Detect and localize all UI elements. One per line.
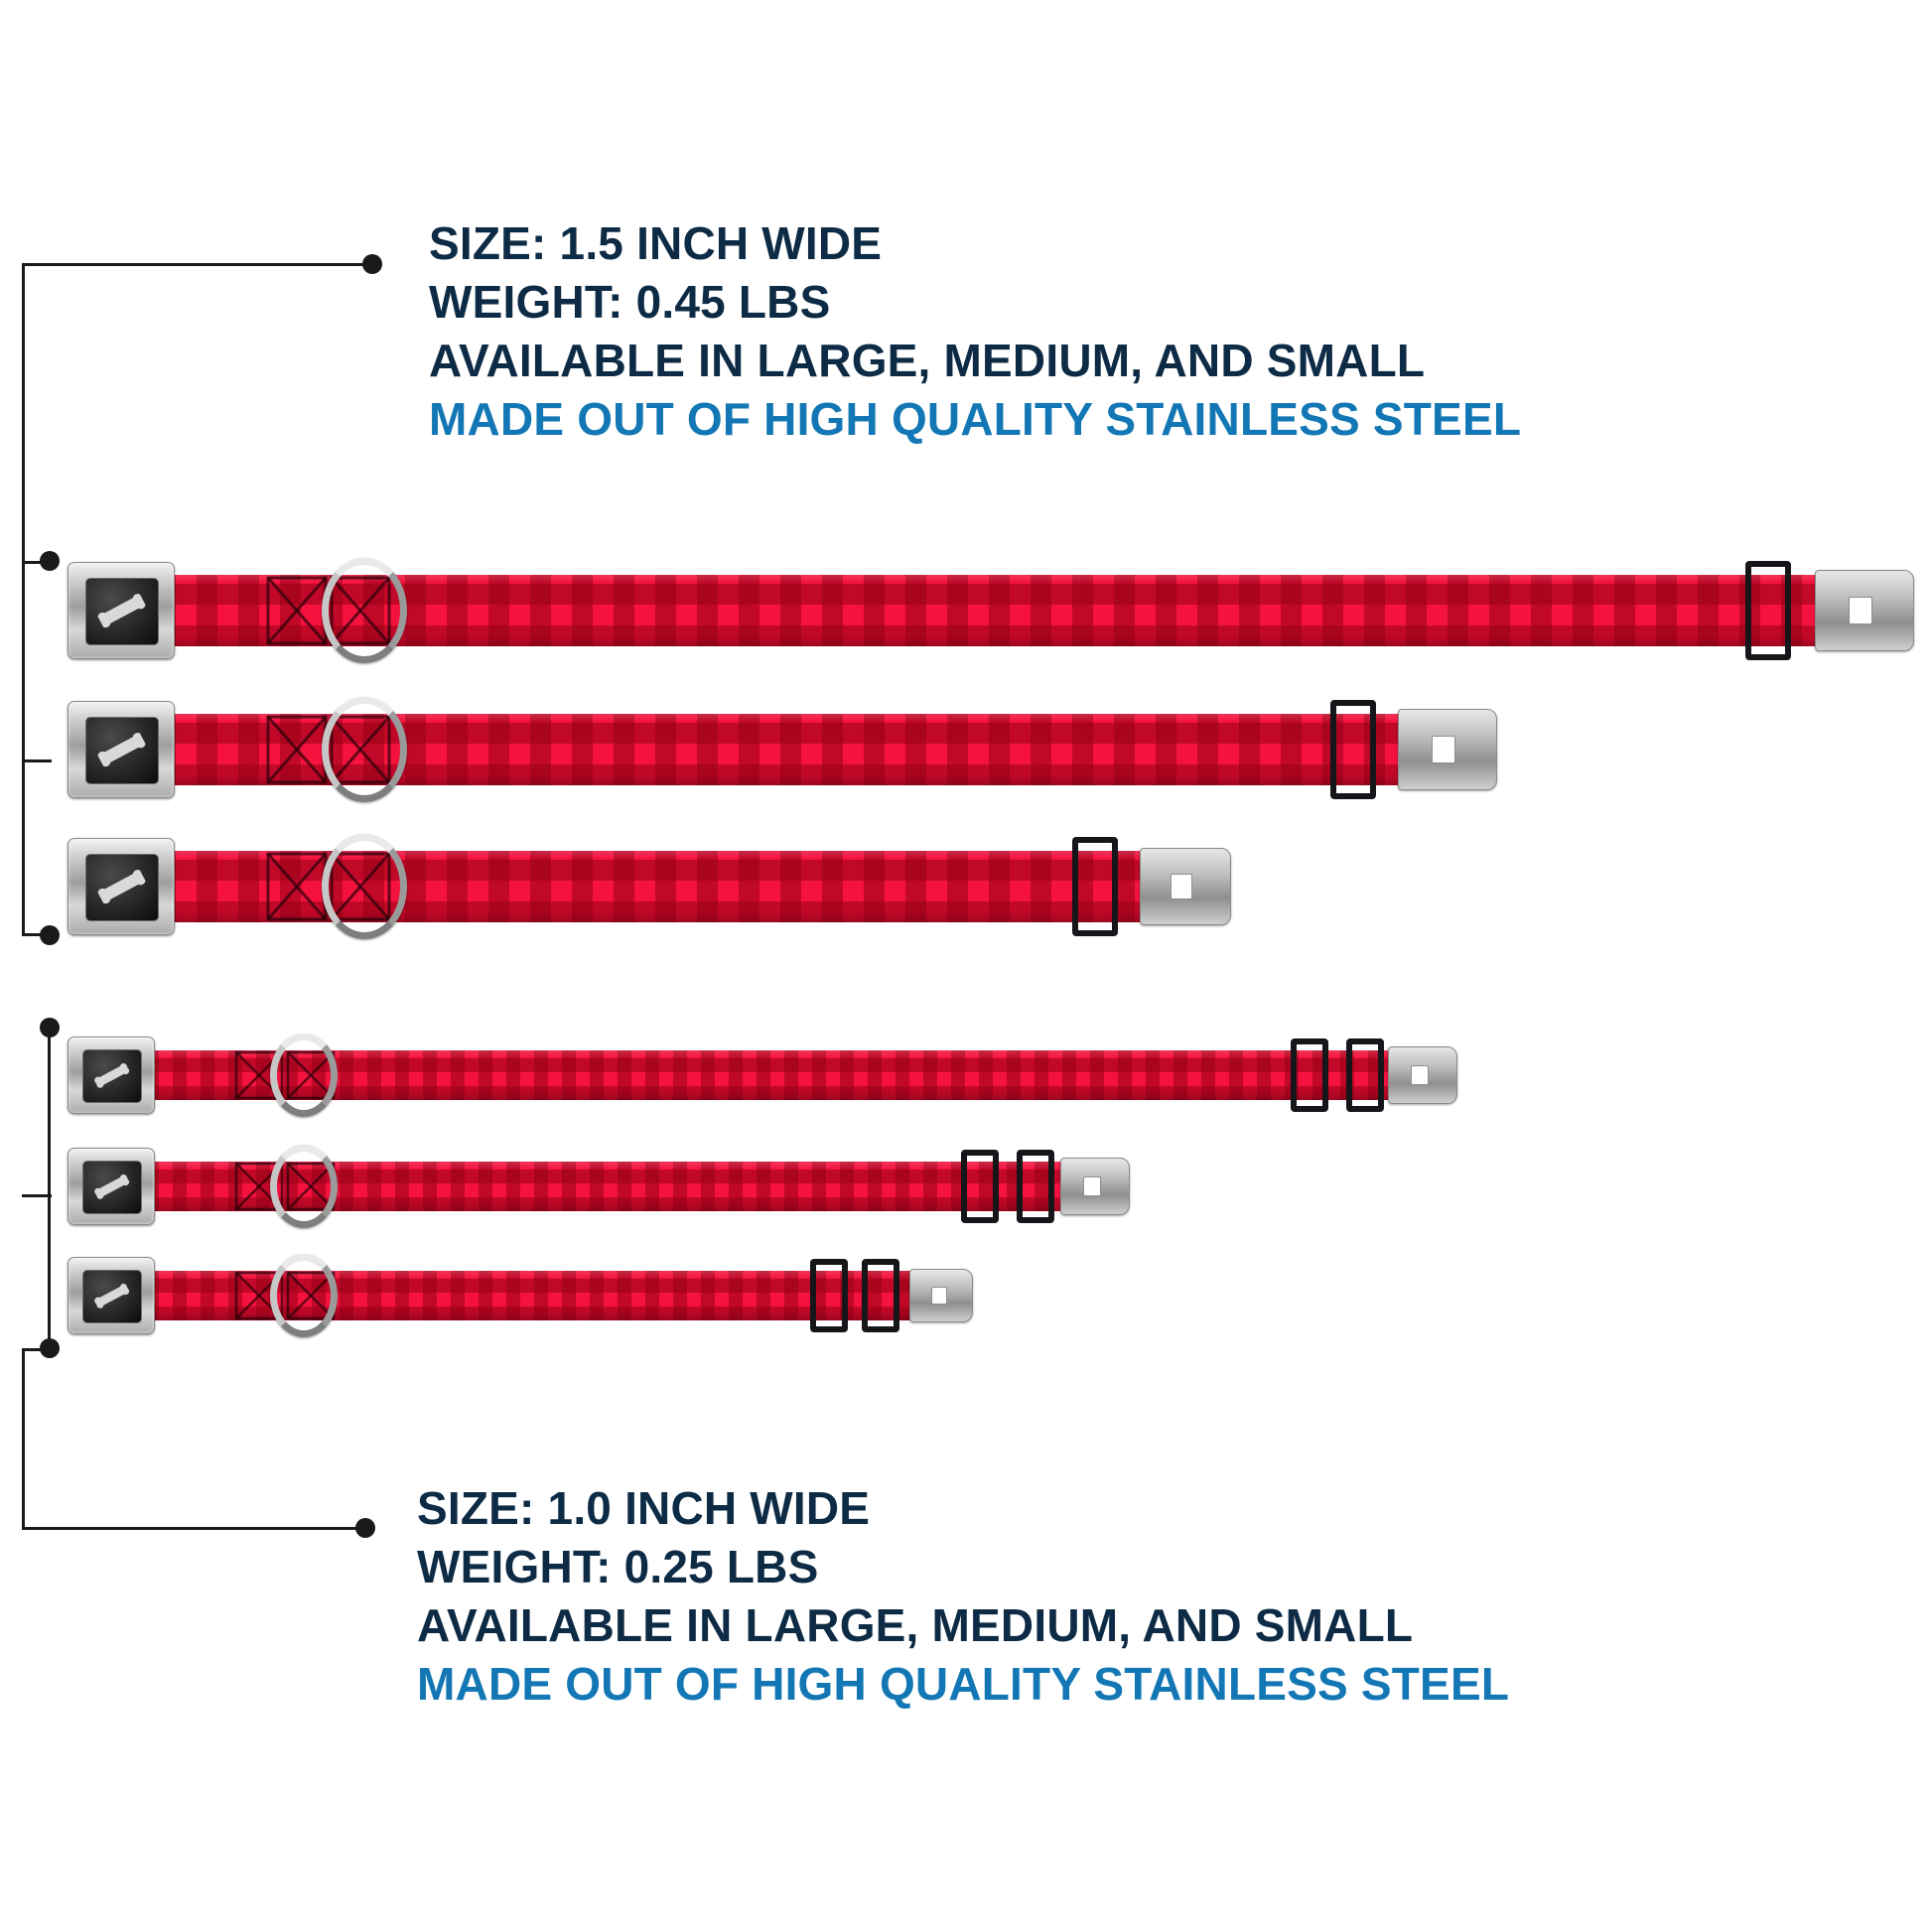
buckle-face: [82, 1049, 142, 1103]
spec-material-wide: MADE OUT OF HIGH QUALITY STAINLESS STEEL: [429, 392, 1522, 445]
seatbelt-buckle-icon[interactable]: [68, 701, 175, 798]
tongue-hole: [1432, 736, 1455, 763]
buckle-tongue-icon[interactable]: [1060, 1158, 1130, 1215]
leader-line-bottom-foot: [22, 1348, 52, 1351]
strap-slider-icon[interactable]: [1072, 837, 1118, 936]
leader-line-bottom-horizontal: [22, 1527, 371, 1530]
seatbelt-buckle-icon[interactable]: [68, 1036, 155, 1114]
spec-size-narrow: SIZE: 1.0 INCH WIDE: [417, 1482, 871, 1534]
tongue-hole: [1411, 1065, 1429, 1085]
d-ring-icon[interactable]: [322, 558, 407, 663]
spec-availability-narrow: AVAILABLE IN LARGE, MEDIUM, AND SMALL: [417, 1598, 1414, 1651]
leader-line-top-branch-bottom: [22, 759, 52, 762]
leader-line-top-vertical-lower: [22, 561, 25, 935]
dog-bone-icon: [92, 1172, 131, 1202]
dog-bone-icon: [96, 867, 149, 908]
seatbelt-buckle-icon[interactable]: [68, 838, 175, 935]
buckle-tongue-icon[interactable]: [1388, 1046, 1457, 1104]
strap-slider-icon-secondary[interactable]: [862, 1259, 899, 1332]
leader-dot-bottom-right: [355, 1518, 375, 1538]
spec-material-narrow: MADE OUT OF HIGH QUALITY STAINLESS STEEL: [417, 1657, 1510, 1710]
strap-slider-icon-secondary[interactable]: [1017, 1150, 1054, 1223]
seatbelt-buckle-icon[interactable]: [68, 1148, 155, 1225]
d-ring-icon[interactable]: [270, 1034, 338, 1117]
strap-slider-icon[interactable]: [1330, 700, 1376, 799]
leader-line-bottom-vertical-upper: [48, 1028, 51, 1355]
seatbelt-buckle-icon[interactable]: [68, 1257, 155, 1334]
buckle-tongue-icon[interactable]: [909, 1269, 973, 1322]
buckle-tongue-icon[interactable]: [1815, 570, 1914, 651]
spec-block-narrow: [417, 1479, 1509, 1714]
buckle-face: [85, 578, 159, 644]
strap-slider-icon[interactable]: [1291, 1038, 1328, 1112]
leader-dot-wide-top: [40, 551, 60, 571]
strap-slider-icon[interactable]: [1745, 561, 1791, 660]
collar-strap: [155, 575, 1912, 646]
dog-bone-icon: [96, 591, 149, 632]
leader-line-top-foot: [22, 933, 52, 936]
leader-dot-top-right: [362, 254, 382, 274]
tongue-hole: [1083, 1176, 1101, 1196]
strap-slider-icon[interactable]: [810, 1259, 848, 1332]
spec-availability-wide: AVAILABLE IN LARGE, MEDIUM, AND SMALL: [429, 334, 1426, 386]
leader-line-bottom-vertical: [22, 1348, 25, 1529]
d-ring-icon[interactable]: [322, 834, 407, 939]
tongue-hole: [1171, 874, 1192, 899]
strap-slider-icon-secondary[interactable]: [1346, 1038, 1384, 1112]
d-ring-icon[interactable]: [270, 1254, 338, 1337]
collar-narrow-large[interactable]: [68, 1033, 1388, 1118]
dog-bone-icon: [96, 730, 149, 771]
buckle-face: [82, 1161, 142, 1214]
spec-weight-wide: WEIGHT: 0.45 LBS: [429, 275, 831, 328]
dog-bone-icon: [92, 1281, 131, 1311]
buckle-face: [85, 854, 159, 920]
collar-narrow-small[interactable]: [68, 1253, 911, 1338]
collar-wide-medium[interactable]: [68, 695, 1477, 804]
spec-size-wide: SIZE: 1.5 INCH WIDE: [429, 217, 883, 269]
dog-bone-icon: [92, 1060, 131, 1091]
buckle-tongue-icon[interactable]: [1398, 709, 1497, 790]
d-ring-icon[interactable]: [322, 697, 407, 802]
buckle-tongue-icon[interactable]: [1140, 848, 1231, 925]
collar-wide-large[interactable]: [68, 556, 1894, 665]
buckle-face: [85, 717, 159, 783]
strap-slider-icon[interactable]: [961, 1150, 999, 1223]
leader-line-top-horizontal: [22, 263, 379, 266]
d-ring-icon[interactable]: [270, 1145, 338, 1228]
collar-wide-small[interactable]: [68, 832, 1199, 941]
spec-weight-narrow: WEIGHT: 0.25 LBS: [417, 1540, 819, 1592]
spec-block-wide: [429, 214, 1521, 449]
leader-line-bottom-branch: [22, 1194, 52, 1197]
tongue-hole: [931, 1287, 947, 1305]
buckle-face: [82, 1270, 142, 1323]
seatbelt-buckle-icon[interactable]: [68, 562, 175, 659]
tongue-hole: [1849, 597, 1872, 624]
collar-narrow-medium[interactable]: [68, 1144, 1060, 1229]
